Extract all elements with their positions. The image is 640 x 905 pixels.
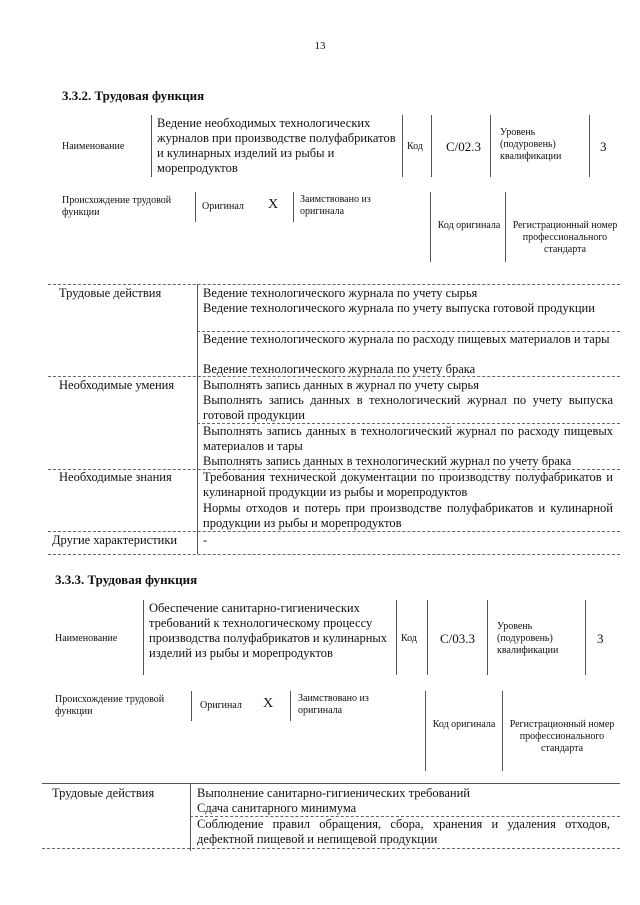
list-item: Выполнение санитарно-гигиенических требований (197, 786, 470, 800)
origin-code-label: Код оригинала (437, 220, 501, 231)
code-label: Код (401, 633, 417, 644)
function-name: Обеспечение санитарно-гигиенических требований к технологическому процессу производства полуфабрикатов и кулинарных изделий из рыбы и морепродуктов (149, 601, 388, 660)
code-value: C/03.3 (440, 631, 476, 646)
section-heading: 3.3.3. Трудовая функция (55, 572, 198, 587)
function-name: Ведение необходимых технологических журналов при производстве полуфабрикатов и кулинарных изделий из рыбы и морепродуктов (157, 116, 396, 175)
origin-code-label: Код оригинала (432, 719, 496, 730)
level-label: Уровень (подуровень) квалификации (500, 127, 562, 162)
name-label: Наименование (55, 633, 118, 644)
borrowed-label: Заимствовано из оригинала (300, 194, 371, 217)
list-item: Выполнять запись данных в технологический журнал по учету выпуска готовой продукции (203, 393, 613, 422)
list-item: Сдача санитарного минимума (197, 801, 357, 815)
original-label: Оригинал (200, 700, 242, 711)
original-mark: X (268, 197, 279, 212)
list-item: Выполнять запись данных в технологический журнал по учету брака (203, 454, 572, 468)
page-number: 13 (314, 40, 326, 52)
row-label-skills: Необходимые умения (59, 378, 175, 392)
list-item: Ведение технологического журнала по учету брака (203, 362, 476, 376)
row-label-actions: Трудовые действия (52, 786, 155, 800)
level-value: 3 (597, 631, 604, 646)
row-label-knowledge: Необходимые знания (59, 470, 172, 484)
list-item: Выполнять запись данных в технологический журнал по расходу пищевых материалов и тары (203, 424, 613, 453)
list-item: Ведение технологического журнала по учету выпуска готовой продукции (203, 301, 595, 315)
section-heading: 3.3.2. Трудовая функция (62, 88, 205, 103)
name-label: Наименование (62, 141, 125, 152)
original-mark: X (263, 696, 274, 711)
list-item: - (203, 533, 208, 547)
list-item: Ведение технологического журнала по расходу пищевых материалов и тары (203, 332, 610, 346)
list-item: Требования технической документации по производству полуфабрикатов и кулинарной продукции из рыбы и морепродуктов (203, 470, 613, 499)
row-label-actions: Трудовые действия (59, 286, 162, 300)
list-item: Соблюдение правил обращения, сбора, хранения и удаления отходов, дефектной пищевой и непищевой продукции (197, 817, 610, 846)
code-label: Код (407, 141, 423, 152)
reg-number-label: Регистрационный номер профессионального стандарта (509, 719, 615, 754)
origin-label: Происхождение трудовой функции (62, 195, 172, 218)
origin-label: Происхождение трудовой функции (55, 694, 165, 717)
list-item: Выполнять запись данных в журнал по учету сырья (203, 378, 479, 392)
list-item: Ведение технологического журнала по учету сырья (203, 286, 478, 300)
list-item: Нормы отходов и потерь при производстве полуфабрикатов и кулинарной продукции из рыбы и морепродуктов (203, 501, 613, 530)
original-label: Оригинал (202, 201, 244, 212)
code-value: C/02.3 (446, 139, 482, 154)
level-label: Уровень (подуровень) квалификации (497, 621, 559, 656)
row-label-other: Другие характеристики (52, 533, 178, 547)
level-value: 3 (600, 139, 607, 154)
borrowed-label: Заимствовано из оригинала (298, 693, 369, 716)
reg-number-label: Регистрационный номер профессионального стандарта (512, 220, 618, 255)
